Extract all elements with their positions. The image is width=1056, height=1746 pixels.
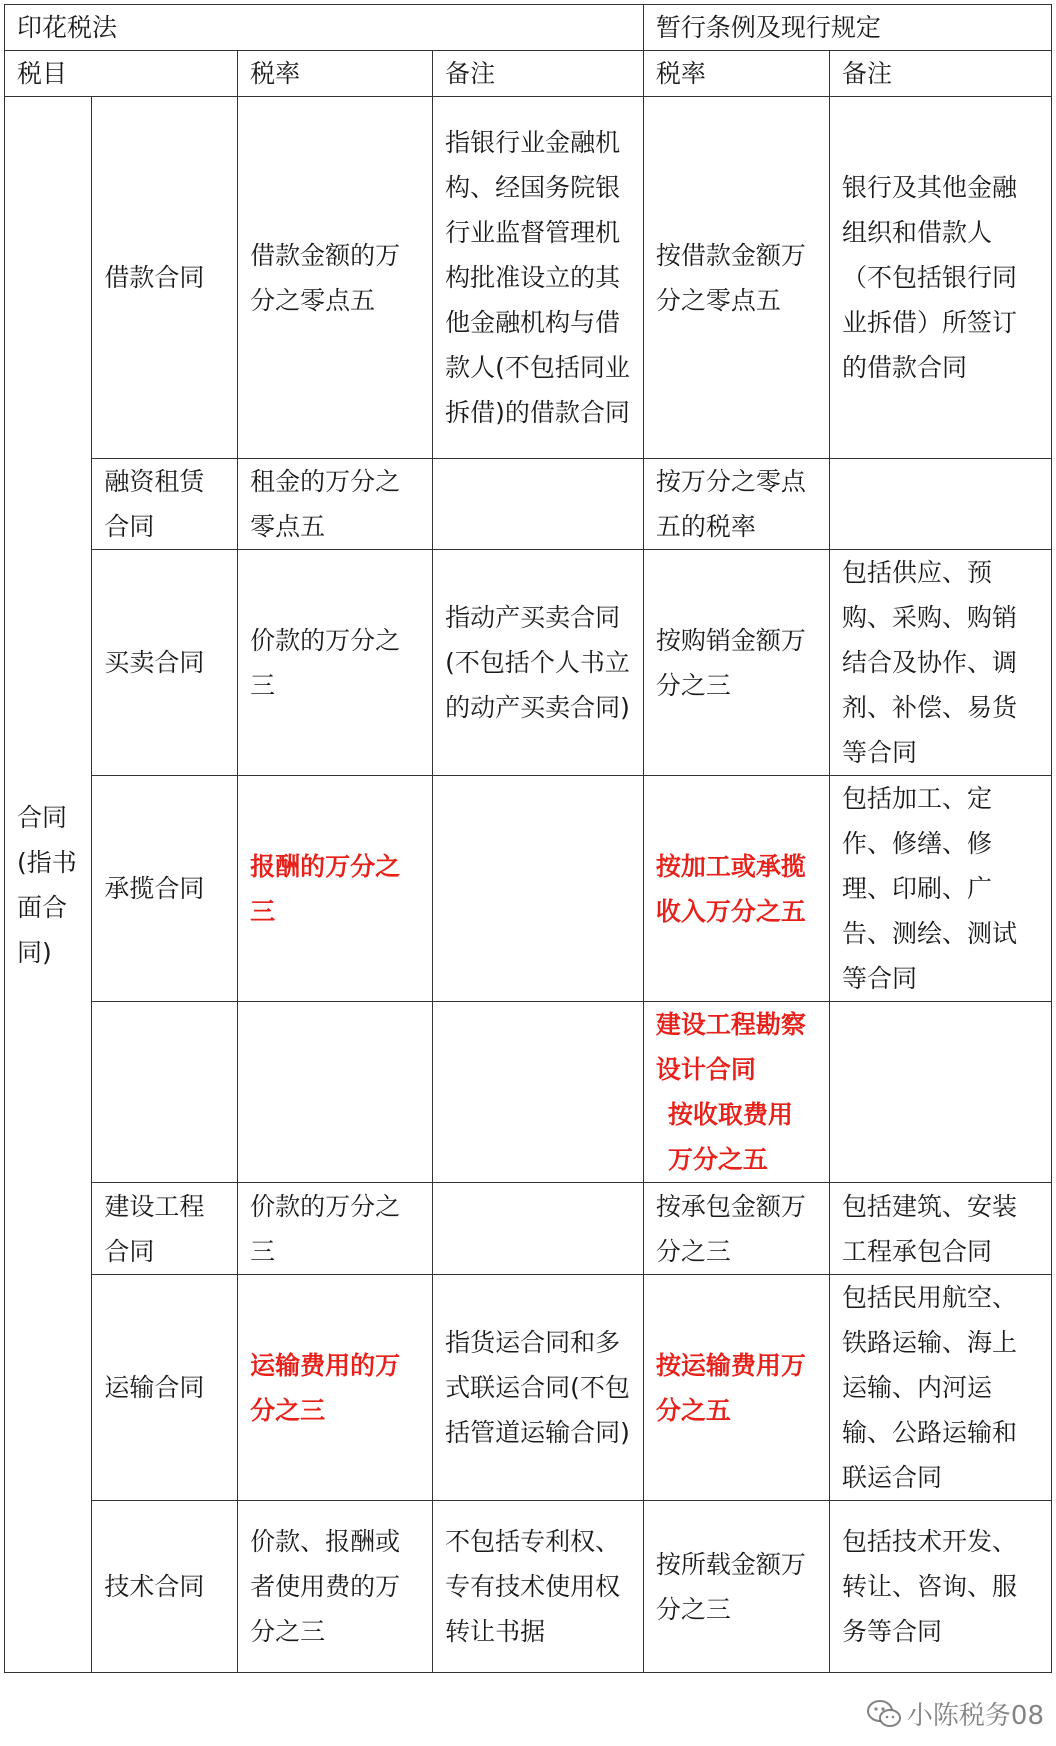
table-row	[5, 97, 1052, 459]
note-law-cell: 指银行业金融机构、经国务院银行业监督管理机构批准设立的其他金融机构与借款人(不包括同业拆借)的借款合同	[433, 97, 644, 459]
rate-interim-cell: 按加工或承揽收入万分之五	[643, 776, 829, 1002]
table-row	[5, 1275, 1052, 1501]
table-row	[5, 1183, 1052, 1275]
survey-design-contract-label: 建设工程勘察设计合同	[655, 1010, 806, 1084]
rate-law-cell	[238, 1002, 433, 1183]
item-cell: 借款合同	[92, 97, 238, 459]
note-law-cell: 指货运合同和多式联运合同(不包括管道运输合同)	[433, 1275, 644, 1501]
note-interim-cell: 包括建筑、安装工程承包合同	[829, 1183, 1051, 1275]
note-law-cell: 不包括专利权、专有技术使用权转让书据	[433, 1501, 644, 1673]
watermark	[867, 1695, 1044, 1732]
watermark-text: 小陈税务08	[906, 1701, 1044, 1731]
note-law-cell: 指动产买卖合同(不包括个人书立的动产买卖合同)	[433, 550, 644, 776]
item-cell: 运输合同	[92, 1275, 238, 1501]
header-interim-regulations: 暂行条例及现行规定	[643, 5, 1051, 51]
table-row	[5, 1002, 1052, 1183]
subheader-rate-law: 税率	[238, 51, 433, 97]
note-interim-cell: 银行及其他金融组织和借款人（不包括银行同业拆借）所签订的借款合同	[829, 97, 1051, 459]
rate-law-cell: 价款、报酬或者使用费的万分之三	[238, 1501, 433, 1673]
rate-law-cell: 报酬的万分之三	[238, 776, 433, 1002]
subheader-note-interim: 备注	[829, 51, 1051, 97]
rate-law-cell: 运输费用的万分之三	[238, 1275, 433, 1501]
note-law-cell	[433, 1183, 644, 1275]
rate-interim-cell: 按承包金额万分之三	[643, 1183, 829, 1275]
note-interim-cell: 包括技术开发、转让、咨询、服务等合同	[829, 1501, 1051, 1673]
item-cell: 技术合同	[92, 1501, 238, 1673]
note-interim-cell: 包括民用航空、铁路运输、海上运输、内河运输、公路运输和联运合同	[829, 1275, 1051, 1501]
category-cell: 合同(指书面合同)	[5, 97, 92, 1673]
note-law-cell	[433, 459, 644, 550]
note-law-cell	[433, 1002, 644, 1183]
tax-comparison-table	[4, 4, 1052, 1673]
note-interim-cell	[829, 1002, 1051, 1183]
subheader-rate-interim: 税率	[643, 51, 829, 97]
item-cell: 融资租赁合同	[92, 459, 238, 550]
table-row	[5, 550, 1052, 776]
wechat-icon	[867, 1699, 901, 1729]
rate-law-cell: 租金的万分之零点五	[238, 459, 433, 550]
item-cell: 建设工程合同	[92, 1183, 238, 1275]
rate-interim-cell: 按万分之零点五的税率	[643, 459, 829, 550]
table-row	[5, 776, 1052, 1002]
rate-interim-cell: 按所载金额万分之三	[643, 1501, 829, 1673]
note-interim-cell: 包括加工、定作、修缮、修理、印刷、广告、测绘、测试等合同	[829, 776, 1051, 1002]
table-row	[5, 459, 1052, 550]
table-row	[5, 1501, 1052, 1673]
survey-design-rate: 按收取费用万分之五	[667, 1100, 793, 1174]
item-cell: 买卖合同	[92, 550, 238, 776]
note-interim-cell: 包括供应、预购、采购、购销结合及协作、调剂、补偿、易货等合同	[829, 550, 1051, 776]
rate-law-cell: 价款的万分之三	[238, 1183, 433, 1275]
rate-law-cell: 借款金额的万分之零点五	[238, 97, 433, 459]
rate-interim-cell: 按运输费用万分之五	[643, 1275, 829, 1501]
note-law-cell	[433, 776, 644, 1002]
rate-interim-cell: 按购销金额万分之三	[643, 550, 829, 776]
rate-interim-cell	[643, 1002, 829, 1183]
item-cell: 承揽合同	[92, 776, 238, 1002]
header-stamp-law: 印花税法	[5, 5, 644, 51]
item-cell	[92, 1002, 238, 1183]
rate-law-cell: 价款的万分之三	[238, 550, 433, 776]
rate-interim-cell: 按借款金额万分之零点五	[643, 97, 829, 459]
subheader-item: 税目	[5, 51, 238, 97]
subheader-note-law: 备注	[433, 51, 644, 97]
note-interim-cell	[829, 459, 1051, 550]
